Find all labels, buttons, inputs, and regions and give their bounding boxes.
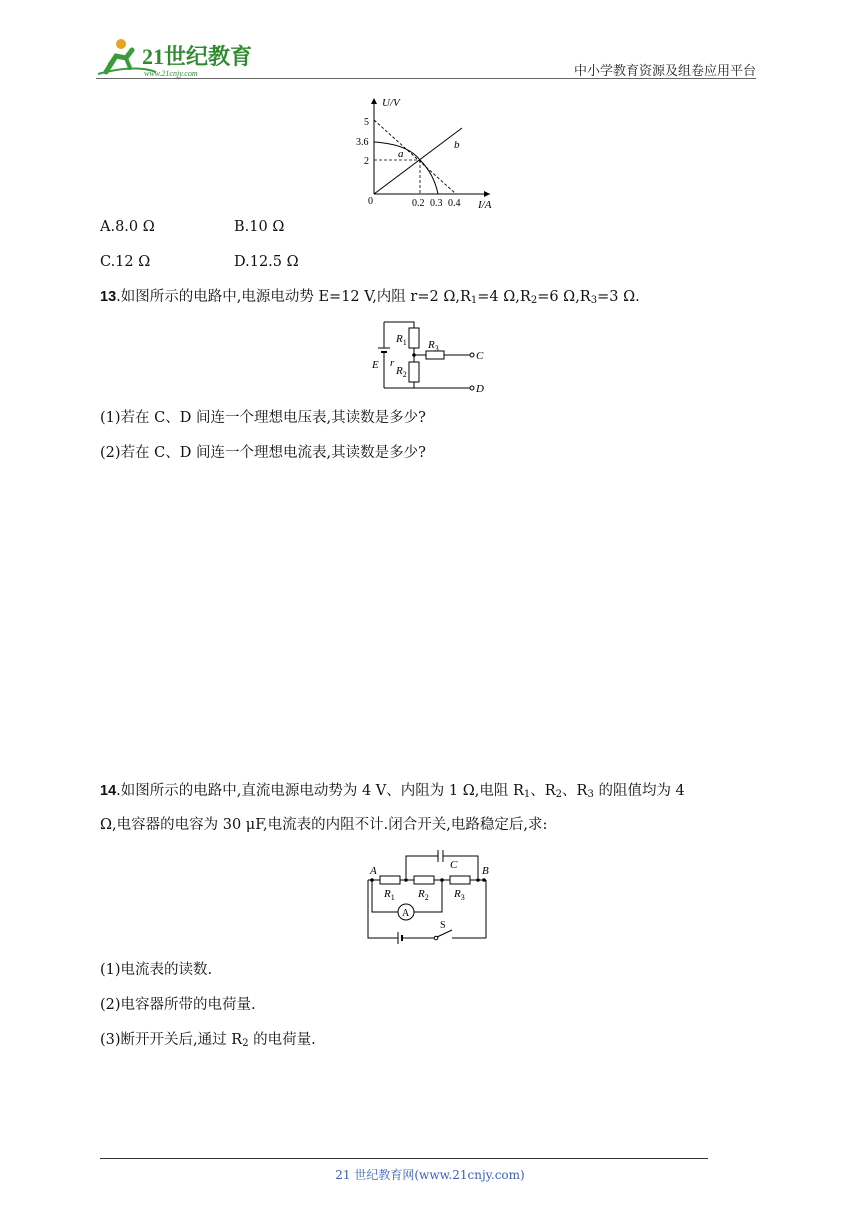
question-14-stem-line-1: 14.如图所示的电路中,直流电源电动势为 4 V、内阻为 1 Ω,电阻 $R_1$、$R_2$、$R_3$ 的阻值均为 4 — [100, 783, 685, 800]
switch — [437, 930, 452, 937]
logo-url: www.21cnjy.com — [144, 69, 198, 78]
header-platform-text: 中小学教育资源及组卷应用平台 — [573, 64, 756, 79]
circuit-13 — [368, 314, 498, 400]
svg-text:B: B — [482, 865, 489, 877]
resistor-r1 — [380, 876, 400, 884]
option-c: C.12 Ω — [100, 254, 151, 270]
svg-text:r: r — [390, 357, 395, 369]
svg-text:S: S — [440, 920, 446, 931]
svg-text:C: C — [450, 859, 458, 871]
resistor-r1 — [409, 328, 419, 348]
svg-text:R2: $R_2$ — [418, 888, 429, 902]
question-13-part-2: (2)若在 C、D 间连一个理想电流表,其读数是多少? — [100, 445, 426, 461]
question-14-stem-line-2: Ω,电容器的电容为 30 μF,电流表的内阻不计.闭合开关,电路稳定后,求: — [100, 817, 548, 833]
y-tick-5: 5 — [364, 117, 369, 128]
curve-a-label: a — [398, 148, 404, 160]
x-tick-0.2: 0.2 — [412, 198, 425, 209]
ui-graph — [350, 94, 510, 218]
svg-text:R2: $R_2$ — [396, 365, 407, 379]
option-d: D.12.5 Ω — [234, 254, 299, 270]
svg-text:E: E — [372, 359, 379, 371]
circuit-14 — [360, 846, 496, 950]
svg-text:R1: $R_1$ — [384, 888, 395, 902]
dashed-line — [374, 120, 456, 194]
question-14-number: 14 — [100, 783, 117, 799]
x-tick-0.3: 0.3 — [430, 198, 443, 209]
question-13-number: 13 — [100, 289, 117, 305]
question-14-part-3: (3)断开开关后,通过 $R_2$ 的电荷量. — [100, 1032, 316, 1049]
question-14-part-2: (2)电容器所带的电荷量. — [100, 997, 256, 1013]
svg-text:R3: $R_3$ — [454, 888, 465, 902]
line-b — [374, 128, 462, 194]
option-b: B.10 Ω — [234, 219, 285, 235]
footer-divider — [100, 1158, 708, 1159]
y-tick-3.6: 3.6 — [356, 137, 369, 148]
svg-text:C: C — [476, 350, 484, 362]
svg-text:A: A — [370, 865, 377, 877]
y-axis-label: U/V — [382, 97, 400, 109]
option-a: A.8.0 Ω — [100, 219, 155, 235]
svg-text:D: D — [476, 383, 484, 395]
svg-text:R1: $R_1$ — [396, 333, 407, 347]
header-divider — [96, 78, 756, 79]
site-logo — [96, 34, 266, 80]
y-tick-2: 2 — [364, 156, 369, 167]
resistor-r3 — [450, 876, 470, 884]
resistor-r2 — [409, 362, 419, 382]
footer-link[interactable]: 21 世纪教育网(www.21cnjy.com) — [335, 1168, 525, 1182]
x-axis-label: I/A — [478, 199, 492, 211]
origin-label: 0 — [368, 196, 373, 207]
question-13-stem: 13.如图所示的电路中,电源电动势 E=12 V,内阻 r=2 $\Omega,R_1=4$ $\Omega,R_2=6$ $\Omega,R_3=3$ Ω. — [100, 289, 640, 306]
line-b-label: b — [454, 139, 460, 151]
logo-runner-head — [116, 39, 126, 49]
question-13-part-1: (1)若在 C、D 间连一个理想电压表,其读数是多少? — [100, 410, 426, 426]
logo-text: 21世纪教育 — [142, 44, 253, 69]
svg-text:A: A — [402, 908, 410, 919]
x-tick-0.4: 0.4 — [448, 198, 461, 209]
resistor-r2 — [414, 876, 434, 884]
svg-text:R3: $R_3$ — [428, 339, 439, 353]
question-14-part-1: (1)电流表的读数. — [100, 962, 213, 978]
